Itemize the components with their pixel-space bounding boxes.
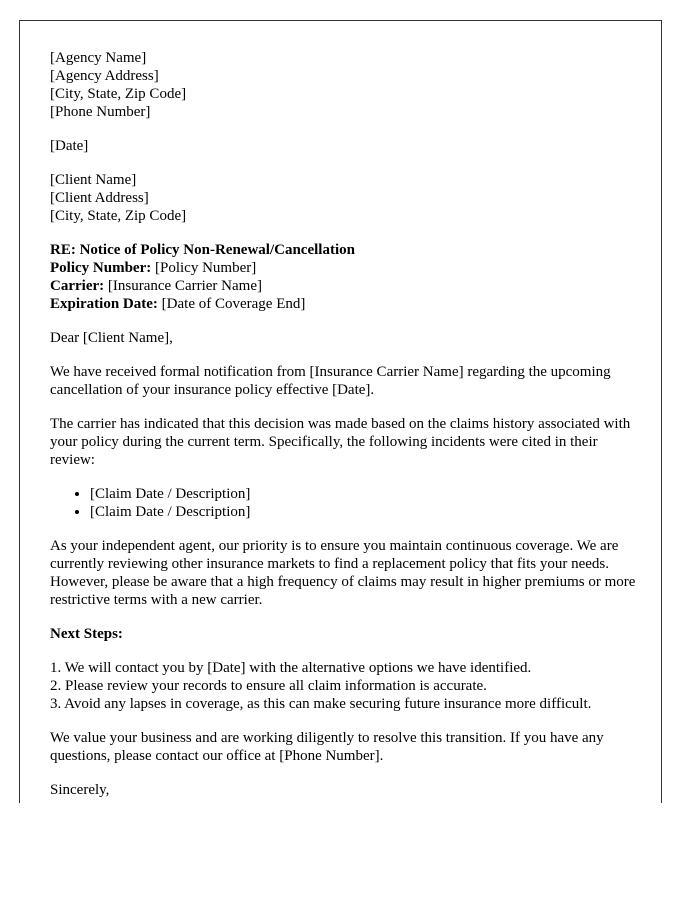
letter-page bbox=[19, 20, 662, 803]
next-step-item: 3. Avoid any lapses in coverage, as this can make securing future insurance more difficult. bbox=[50, 696, 592, 712]
agency-name: [Agency Name] bbox=[50, 50, 147, 66]
client-address-block bbox=[50, 171, 640, 225]
salutation: Dear [Client Name], bbox=[50, 330, 173, 346]
claim-item: • [Claim Date / Description] bbox=[90, 503, 640, 521]
agency-phone: [Phone Number] bbox=[50, 104, 151, 120]
carrier-line bbox=[50, 277, 640, 295]
claims-list bbox=[50, 485, 640, 521]
policy-number-label: Policy Number: bbox=[50, 260, 152, 276]
expiration-line bbox=[50, 295, 640, 313]
closing: Sincerely, bbox=[50, 782, 110, 798]
client-city-state-zip: [City, State, Zip Code] bbox=[50, 208, 187, 224]
re-block bbox=[50, 241, 640, 313]
next-steps-heading: Next Steps: bbox=[50, 626, 123, 642]
carrier-value: [Insurance Carrier Name] bbox=[104, 278, 262, 294]
policy-number-value: [Policy Number] bbox=[151, 260, 257, 276]
client-address: [Client Address] bbox=[50, 190, 149, 206]
agency-address-block bbox=[50, 49, 640, 121]
expiration-label: Expiration Date: bbox=[50, 296, 158, 312]
expiration-value: [Date of Coverage End] bbox=[157, 296, 306, 312]
next-step-item: 1. We will contact you by [Date] with the alternative options we have identified. bbox=[50, 660, 532, 676]
agency-address: [Agency Address] bbox=[50, 68, 159, 84]
paragraph-closing-remarks: We value your business and are working diligently to resolve this transition. If you have any questions, please contact our office at [Phone Number]. bbox=[50, 730, 604, 764]
next-step-item: 2. Please review your records to ensure all claim information is accurate. bbox=[50, 678, 487, 694]
re-subject: RE: Notice of Policy Non-Renewal/Cancellation bbox=[50, 242, 355, 258]
agency-city-state-zip: [City, State, Zip Code] bbox=[50, 86, 187, 102]
paragraph-claims-history: The carrier has indicated that this decision was made based on the claims history associated with your policy during the current term. Specifically, the following incidents were cited in their review: bbox=[50, 416, 631, 468]
client-name: [Client Name] bbox=[50, 172, 137, 188]
letter-date: [Date] bbox=[50, 138, 89, 154]
policy-number-line bbox=[50, 259, 640, 277]
claim-item: • [Claim Date / Description] bbox=[90, 485, 640, 503]
next-steps-list bbox=[50, 659, 640, 713]
paragraph-agent-priority: As your independent agent, our priority is to ensure you maintain continuous coverage. We are currently reviewing other insurance markets to find a replacement policy that fits your needs. However, please be aware that a high frequency of claims may result in higher premiums or more restrictive terms with a new carrier. bbox=[50, 538, 636, 608]
paragraph-notification: We have received formal notification from [Insurance Carrier Name] regarding the upcoming cancellation of your insurance policy effective [Date]. bbox=[50, 364, 611, 398]
letter-body bbox=[50, 49, 640, 803]
carrier-label: Carrier: bbox=[50, 278, 105, 294]
